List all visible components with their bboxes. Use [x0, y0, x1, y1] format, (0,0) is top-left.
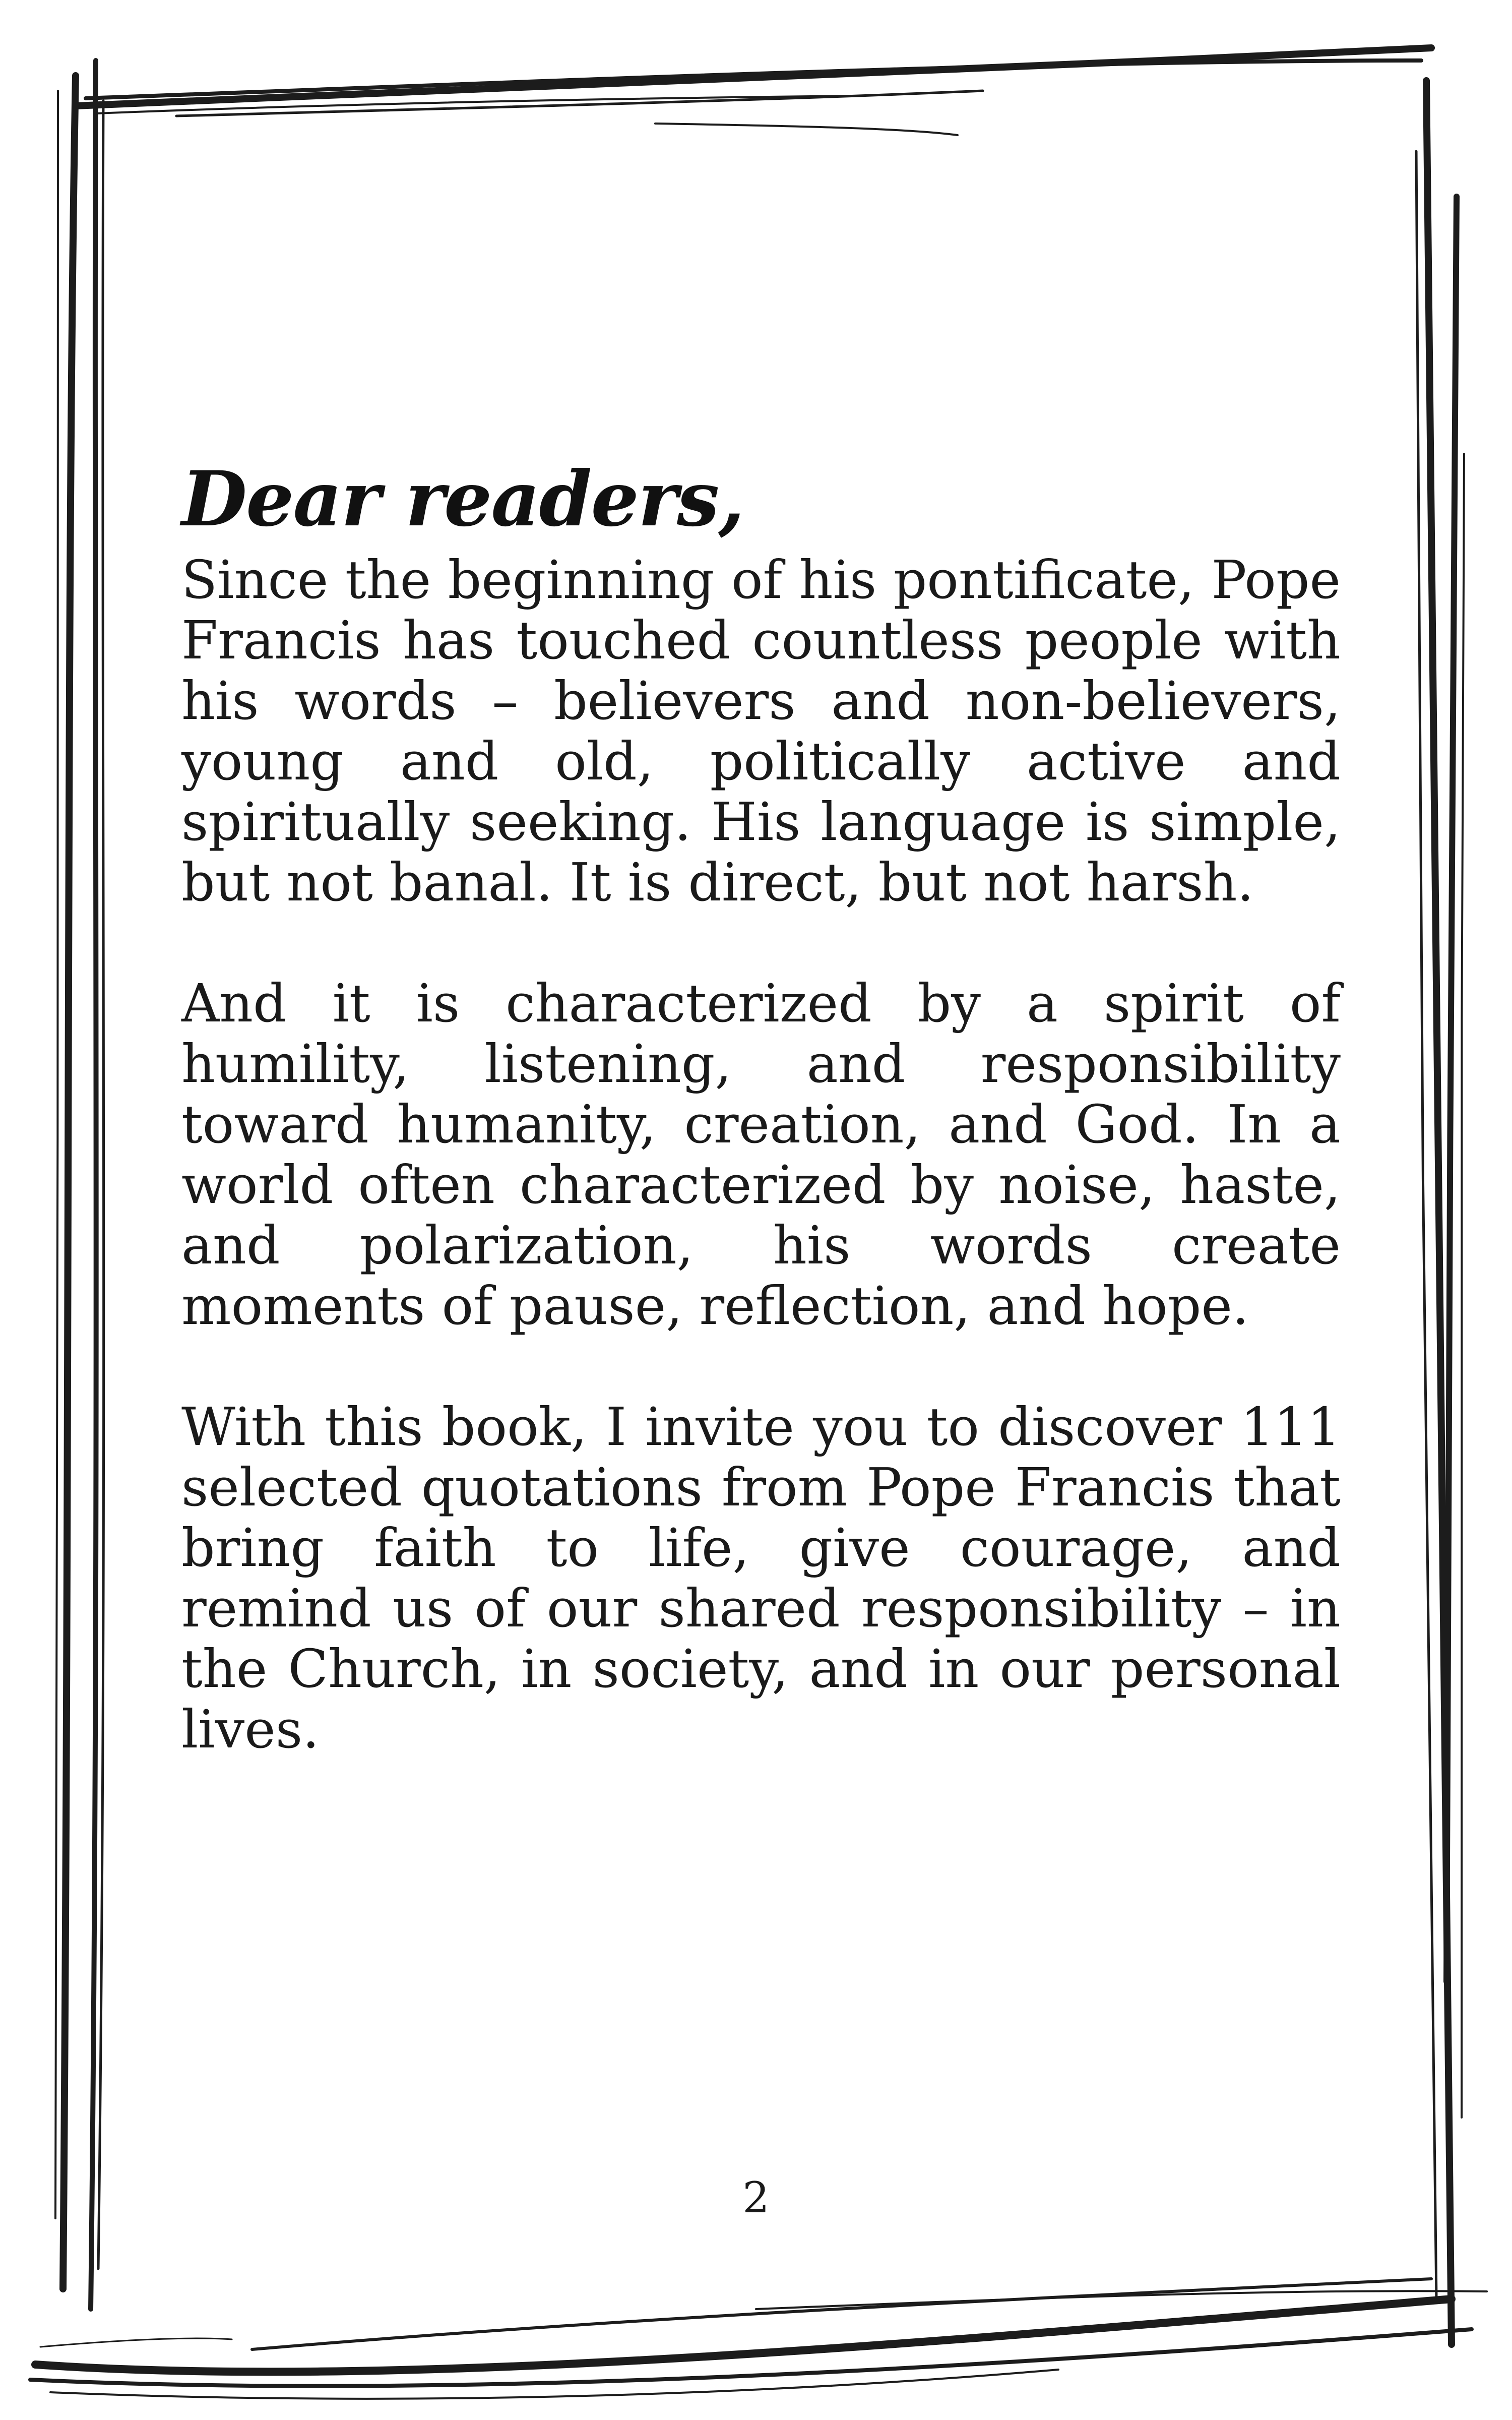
- border-bottom-stroke: [40, 2338, 232, 2347]
- border-left-stroke: [98, 101, 104, 2269]
- border-left-stroke: [55, 91, 58, 2218]
- letter-body: [181, 454, 1341, 1820]
- border-right-stroke: [1446, 197, 1457, 1981]
- border-top-stroke: [655, 124, 958, 135]
- paragraph-2: And it is characterized by a spirit of humility, listening, and responsibility toward humanity, creation, and God. In a world often characterized by noise, haste, and polarization, his words create moments of pause, reflection, and hope.: [181, 973, 1341, 1337]
- greeting-heading: Dear readers,: [181, 455, 744, 543]
- paragraph-1: Since the beginning of his pontificate, Pope Francis has touched countless people with his words – believers and non-believers, young and old, politically active and spiritually seeking. His language is simple, but not banal. It is direct, but not harsh.: [181, 549, 1341, 913]
- page-number: 2: [742, 2173, 770, 2222]
- border-left-stroke: [91, 60, 96, 2309]
- border-right-stroke: [1461, 454, 1464, 2118]
- paragraph-3: With this book, I invite you to discover 111 selected quotations from Pope Francis that bring faith to life, give courage, and remind us of our shared responsibility – in the Church, in society, and in our personal lives.: [181, 1396, 1341, 1760]
- border-bottom-stroke: [35, 2299, 1452, 2372]
- border-left-stroke: [63, 76, 76, 2289]
